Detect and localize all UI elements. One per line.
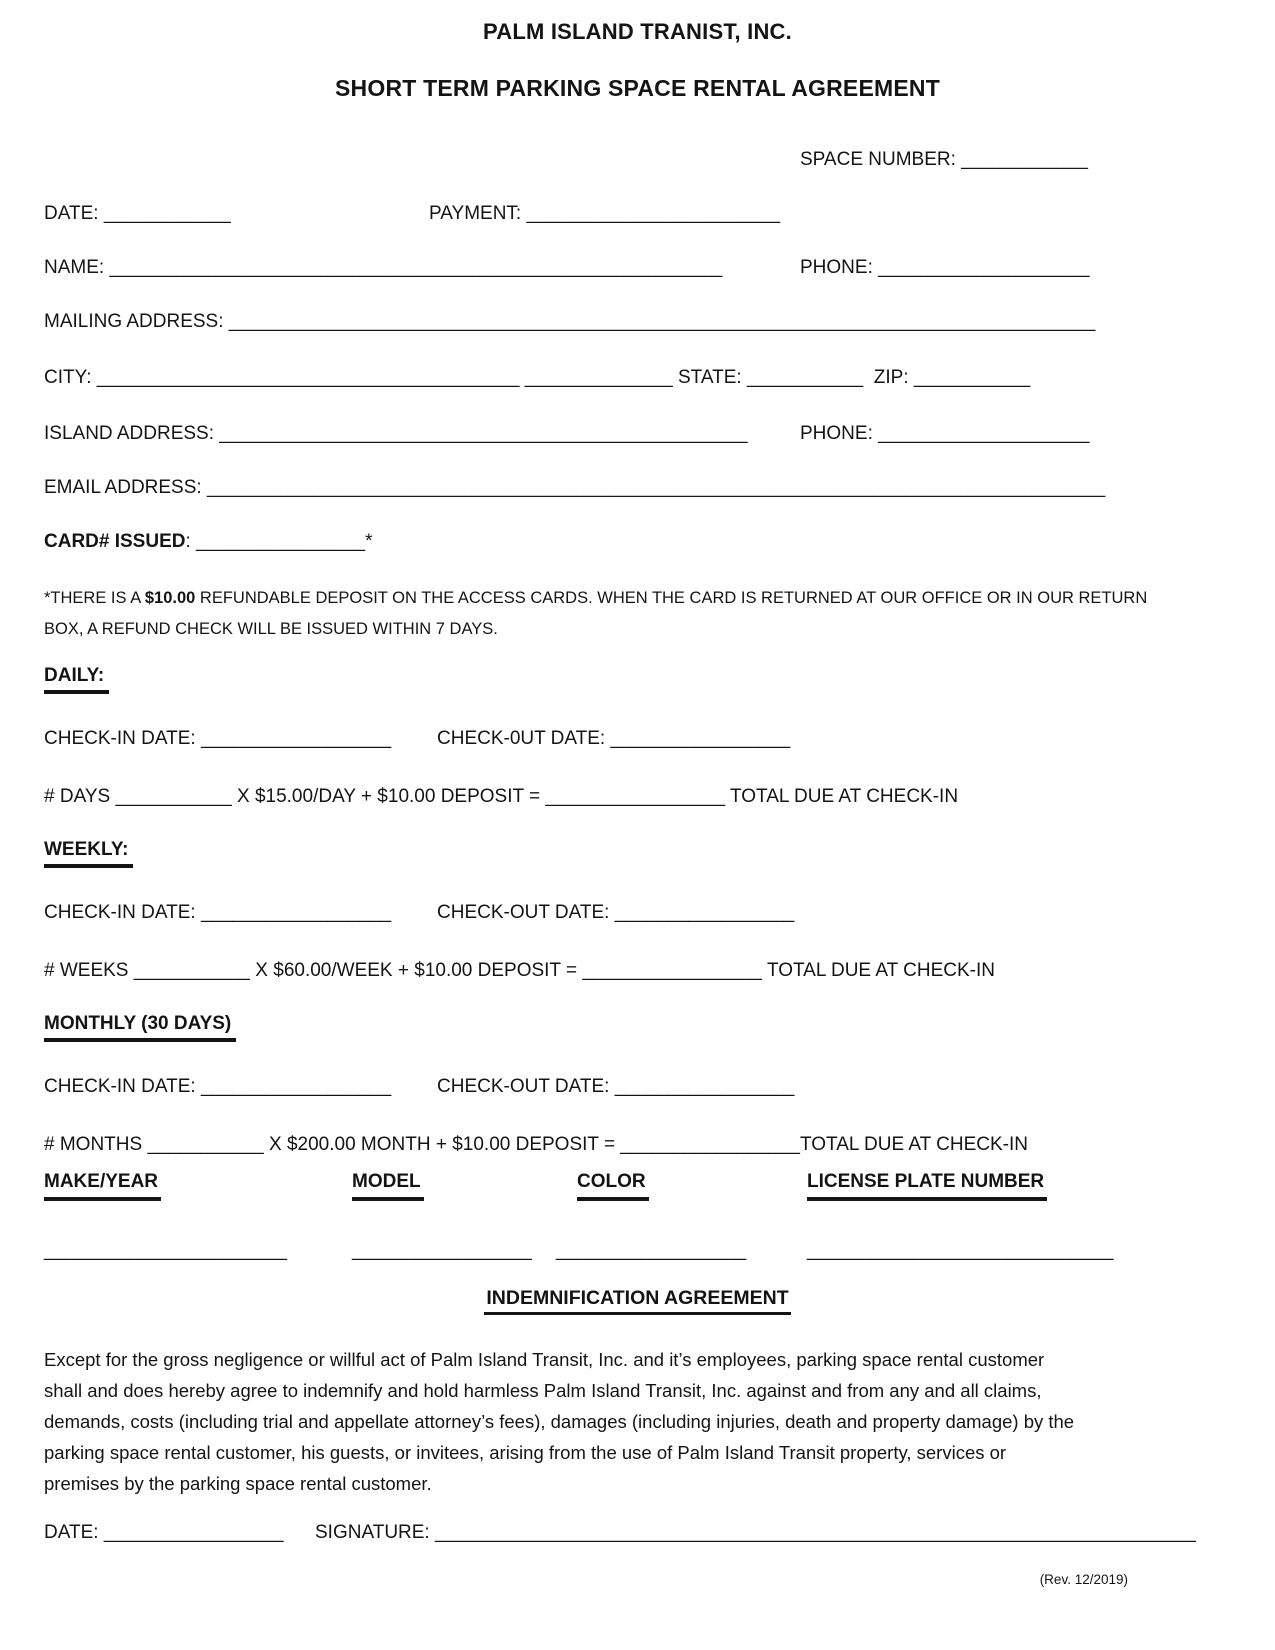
monthly-check-in-label: CHECK-IN DATE: xyxy=(44,1076,196,1097)
daily-check-in-blank: __________________ xyxy=(200,728,392,749)
weekly-check-in-blank: __________________ xyxy=(200,902,392,923)
weekly-heading: WEEKLY: xyxy=(44,839,133,868)
phone2-blank: ____________________ xyxy=(878,423,1090,444)
island-address-blank: __________________________________________________ xyxy=(219,423,748,444)
vehicle-license-plate-blank: _____________________________ xyxy=(807,1240,1114,1261)
monthly-formula: X $200.00 MONTH + $10.00 DEPOSIT = xyxy=(269,1134,616,1155)
indemnification-line-5: premises by the parking space rental customer. xyxy=(44,1473,432,1494)
city-label: CITY: xyxy=(44,367,92,388)
date-blank: ____________ xyxy=(103,203,231,224)
city-blank-1: ________________________________________ xyxy=(96,367,520,388)
vehicle-header-model: MODEL xyxy=(352,1171,424,1201)
deposit-note-line1-post: REFUNDABLE DEPOSIT ON THE ACCESS CARDS. WHEN THE CARD IS RETURNED AT OUR OFFICE OR IN OUR RETURN xyxy=(195,589,1148,607)
daily-heading: DAILY: xyxy=(44,665,109,694)
indemnification-heading-row xyxy=(0,1287,1275,1315)
island-address-label: ISLAND ADDRESS: xyxy=(44,423,214,444)
weekly-formula: X $60.00/WEEK + $10.00 DEPOSIT = xyxy=(255,960,578,981)
indemnification-line-2: shall and does hereby agree to indemnify and hold harmless Palm Island Transit, Inc. against and from any and all claims, xyxy=(44,1380,1042,1401)
vehicle-header-color: COLOR xyxy=(577,1171,649,1201)
deposit-note-line1-pre: *THERE IS A xyxy=(44,589,145,607)
weekly-check-out-blank: _________________ xyxy=(614,902,795,923)
name-blank: __________________________________________________________ xyxy=(109,257,723,278)
date-label: DATE: xyxy=(44,203,99,224)
email-address-label: EMAIL ADDRESS: xyxy=(44,477,202,498)
card-issued-asterisk: * xyxy=(365,531,373,552)
state-label: STATE: xyxy=(677,367,742,388)
phone-blank: ____________________ xyxy=(878,257,1090,278)
daily-formula: X $15.00/DAY + $10.00 DEPOSIT = xyxy=(237,786,541,807)
monthly-total-label: TOTAL DUE AT CHECK-IN xyxy=(799,1134,1029,1155)
daily-qty-blank: ___________ xyxy=(115,786,232,807)
city-blank-2: ______________ xyxy=(524,367,673,388)
weekly-check-out-label: CHECK-OUT DATE: xyxy=(437,902,610,923)
daily-qty-label: # DAYS xyxy=(44,786,111,807)
monthly-check-out-label: CHECK-OUT DATE: xyxy=(437,1076,610,1097)
form-title: SHORT TERM PARKING SPACE RENTAL AGREEMENT xyxy=(335,75,940,101)
signature-date-label: DATE: xyxy=(44,1522,99,1543)
phone2-label: PHONE: xyxy=(800,423,873,444)
mailing-address-blank: __________________________________________________________________________________ xyxy=(228,311,1096,332)
email-address-blank: _____________________________________________________________________________________ xyxy=(206,477,1106,498)
company-name: PALM ISLAND TRANIST, INC. xyxy=(483,19,792,44)
mailing-address-label: MAILING ADDRESS: xyxy=(44,311,224,332)
daily-total-blank: _________________ xyxy=(545,786,726,807)
signature-blank: ________________________________________________________________________ xyxy=(435,1522,1196,1543)
phone-label: PHONE: xyxy=(800,257,873,278)
signature-label: SIGNATURE: xyxy=(315,1522,430,1543)
space-number-label: SPACE NUMBER: xyxy=(800,149,956,170)
daily-check-out-blank: _________________ xyxy=(610,728,791,749)
card-issued-blank: ________________ xyxy=(196,531,366,552)
name-label: NAME: xyxy=(44,257,105,278)
state-blank: ___________ xyxy=(746,367,864,388)
weekly-check-in-label: CHECK-IN DATE: xyxy=(44,902,196,923)
weekly-total-blank: _________________ xyxy=(582,960,762,981)
indemnification-line-4: parking space rental customer, his guests, or invitees, arising from the use of Palm Island Transit property, services or xyxy=(44,1442,1007,1463)
monthly-heading: MONTHLY (30 DAYS) xyxy=(44,1013,236,1042)
card-issued-label: CARD# ISSUED xyxy=(44,531,186,552)
vehicle-color-blank: __________________ xyxy=(556,1240,747,1261)
indemnification-line-3: demands, costs (including trial and appellate attorney’s fees), damages (including injuries, death and property damage) by the xyxy=(44,1411,1075,1432)
vehicle-header-make-year: MAKE/YEAR xyxy=(44,1171,161,1201)
revision-note: (Rev. 12/2019) xyxy=(1039,1572,1128,1587)
deposit-note-amount: $10.00 xyxy=(144,589,196,607)
space-number-blank: ____________ xyxy=(961,149,1088,170)
card-issued-colon: : xyxy=(185,531,191,552)
indemnification-heading: INDEMNIFICATION AGREEMENT xyxy=(484,1287,790,1315)
weekly-total-label: TOTAL DUE AT CHECK-IN xyxy=(766,960,995,981)
monthly-total-blank: _________________ xyxy=(620,1134,800,1155)
signature-date-blank: _________________ xyxy=(103,1522,284,1543)
deposit-note-line2: BOX, A REFUND CHECK WILL BE ISSUED WITHIN 7 DAYS. xyxy=(44,620,498,638)
monthly-check-out-blank: _________________ xyxy=(614,1076,795,1097)
daily-total-label: TOTAL DUE AT CHECK-IN xyxy=(730,786,959,807)
weekly-qty-label: # WEEKS xyxy=(44,960,129,981)
daily-check-in-label: CHECK-IN DATE: xyxy=(44,728,196,749)
monthly-qty-blank: ___________ xyxy=(147,1134,264,1155)
monthly-check-in-blank: __________________ xyxy=(200,1076,392,1097)
vehicle-make-year-blank: _______________________ xyxy=(44,1240,288,1261)
zip-blank: ___________ xyxy=(913,367,1031,388)
daily-check-out-label: CHECK-0UT DATE: xyxy=(437,728,606,749)
weekly-qty-blank: ___________ xyxy=(133,960,251,981)
payment-label: PAYMENT: xyxy=(429,203,522,224)
monthly-qty-label: # MONTHS xyxy=(44,1134,143,1155)
indemnification-line-1: Except for the gross negligence or willful act of Palm Island Transit, Inc. and it’s employees, parking space rental customer xyxy=(44,1349,1045,1370)
vehicle-header-license-plate: LICENSE PLATE NUMBER xyxy=(807,1171,1047,1201)
payment-blank: ________________________ xyxy=(526,203,781,224)
vehicle-model-blank: _________________ xyxy=(352,1240,532,1261)
zip-label: ZIP: xyxy=(873,367,909,388)
